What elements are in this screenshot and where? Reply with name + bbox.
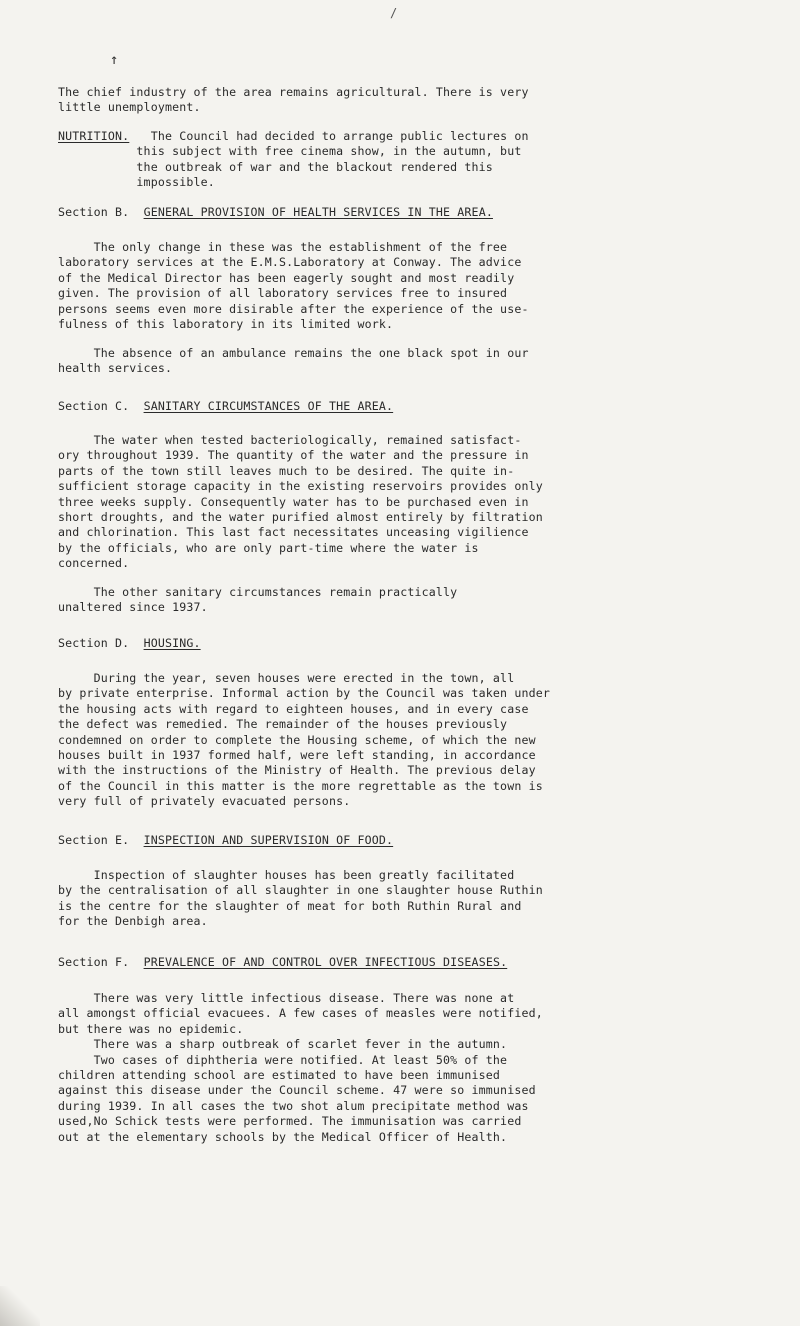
nutrition-heading: NUTRITION.	[58, 129, 130, 143]
section-f-heading	[58, 955, 507, 970]
nutrition-block	[58, 129, 529, 191]
section-f-title: PREVALENCE OF AND CONTROL OVER INFECTIOUS DISEASES.	[143, 955, 508, 969]
page-arrow-mark: ↑	[110, 52, 119, 68]
section-e-prefix: Section E.	[58, 833, 130, 847]
section-f-paragraph-1: There was very little infectious disease. There was none at all amongst official evacuees. A few cases of measles were notified, but there was no epidemic. There was a sharp outbreak of scarlet fever in the autumn. Two cases of diphtheria were notified. At least 50% of the children attending school are estimated to have been immunised against this disease under the Council scheme. 47 were so immunised during 1939. In all cases the two shot alum precipitate method was used,No Schick tests were performed. The immunisation was carried out at the elementary schools by the Medical Officer of Health.	[58, 991, 543, 1144]
section-e-title: INSPECTION AND SUPERVISION OF FOOD.	[143, 833, 394, 847]
section-c-title: SANITARY CIRCUMSTANCES OF THE AREA.	[143, 399, 394, 413]
section-b-heading	[58, 205, 493, 220]
section-c-prefix: Section C.	[58, 399, 130, 413]
intro-paragraph: The chief industry of the area remains agricultural. There is very little unemployment.	[58, 85, 529, 115]
section-f-prefix: Section F.	[58, 955, 130, 969]
section-d-heading	[58, 636, 201, 651]
section-d-title: HOUSING.	[143, 636, 201, 650]
section-c-heading	[58, 399, 393, 414]
nutrition-text: The Council had decided to arrange public lectures on this subject with free cinema show, in the autumn, but the outbreak of war and the blackout rendered this impossible.	[136, 129, 529, 190]
section-d-prefix: Section D.	[58, 636, 130, 650]
section-e-heading	[58, 833, 393, 848]
page-edge-shadow	[0, 1286, 40, 1326]
section-b-paragraph-2: The absence of an ambulance remains the one black spot in our health services.	[58, 346, 529, 376]
section-c-paragraph-2: The other sanitary circumstances remain practically unaltered since 1937.	[58, 585, 458, 615]
section-e-paragraph-1: Inspection of slaughter houses has been greatly facilitated by the centralisation of all slaughter in one slaughter house Ruthin is the centre for the slaughter of meat for both Ruthin Rural and for the Denbigh area.	[58, 868, 543, 929]
page-corner-mark: /	[390, 6, 398, 20]
section-b-title: GENERAL PROVISION OF HEALTH SERVICES IN THE AREA.	[143, 205, 493, 219]
section-d-paragraph-1: During the year, seven houses were erected in the town, all by private enterprise. Informal action by the Council was taken under the housing acts with regard to eighteen houses, and in every case the defect was remedied. The remainder of the houses previously condemned on order to complete the Housing scheme, of which the new houses built in 1937 formed half, were left standing, in accordance with the instructions of the Ministry of Health. The previous delay of the Council in this matter is the more regrettable as the town is very full of privately evacuated persons.	[58, 671, 550, 809]
section-b-prefix: Section B.	[58, 205, 130, 219]
section-c-paragraph-1: The water when tested bacteriologically, remained satisfact- ory throughout 1939. The quantity of the water and the pressure in parts of the town still leaves much to be desired. The quite in- sufficient storage capacity in the existing reservoirs provides only three weeks supply. Consequently water has to be purchased even in short droughts, and the water purified almost entirely by filtration and chlorination. This last fact necessitates unceasing vigilience by the officials, who are only part-time where the water is concerned.	[58, 433, 543, 571]
section-b-paragraph-1: The only change in these was the establishment of the free laboratory services at the E.M.S.Laboratory at Conway. The advice of the Medical Director has been eagerly sought and most readily given. The provision of all laboratory services free to insured persons seems even more disirable after the experience of the use- fulness of this laboratory in its limited work.	[58, 240, 529, 332]
